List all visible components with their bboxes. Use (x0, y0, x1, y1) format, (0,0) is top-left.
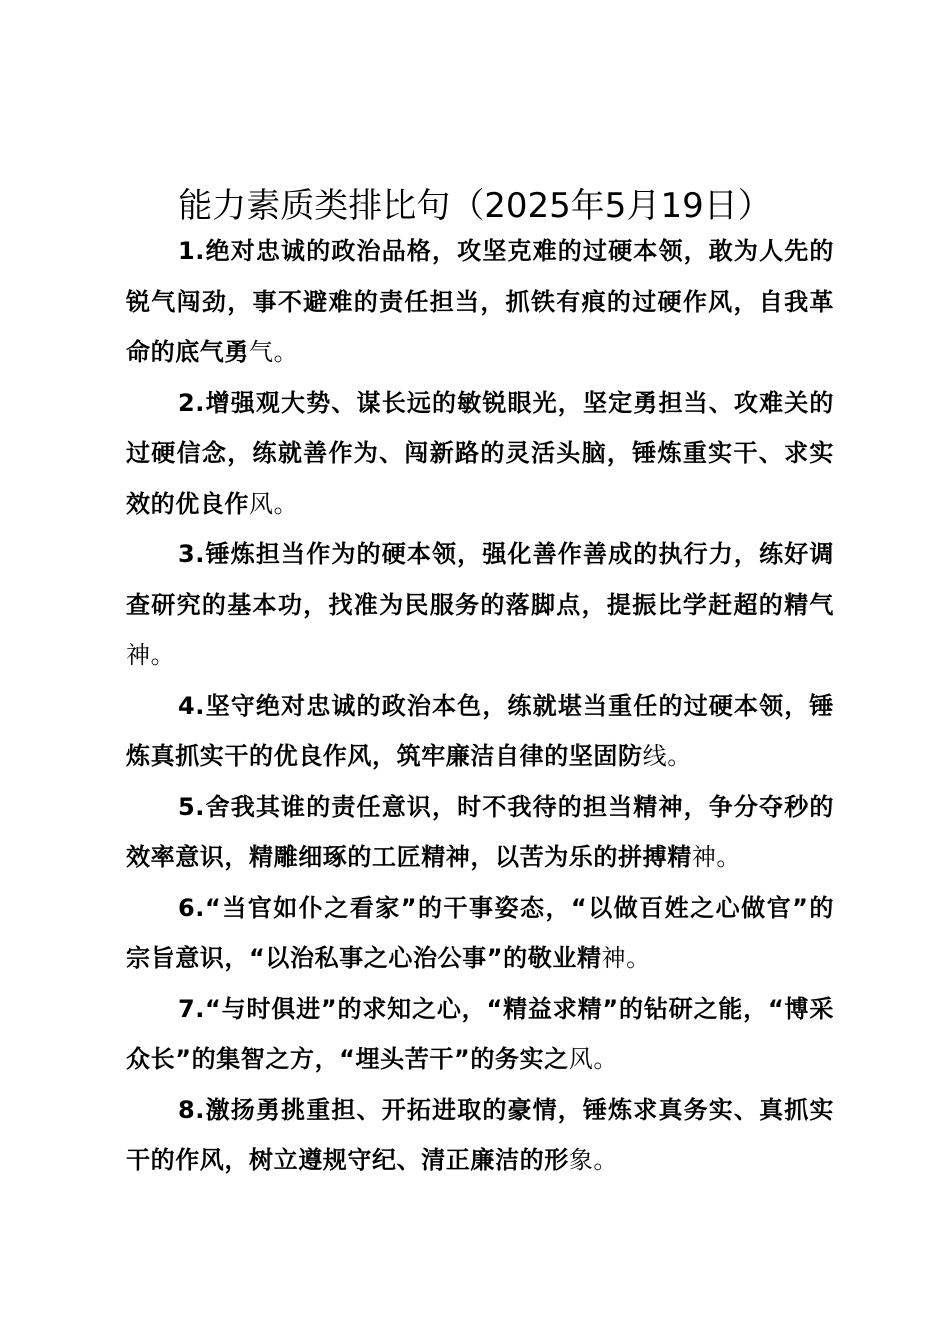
paragraph-2-text: 2.增强观大势、谋长远的敏锐眼光，坚定勇担当、攻难关的过硬信念，练就善作为、闯新路的灵活头脑，锤炼重实干、求实效的优良作 (126, 388, 834, 518)
paragraph-4-text: 4.坚守绝对忠诚的政治本色，练就堪当重任的过硬本领，锤炼真抓实干的优良作风，筑牢廉洁自律的坚固防 (126, 691, 834, 770)
paragraph-2 (126, 378, 834, 530)
paragraph-8-text: 8.激扬勇挑重担、开拓进取的豪情，锤炼求真务实、真抓实干的作风，树立遵规守纪、清正廉洁的形 (126, 1095, 834, 1174)
paragraph-5 (126, 782, 834, 883)
paragraph-7-tail: 风。 (568, 1045, 618, 1073)
paragraph-3-tail: 神。 (126, 641, 176, 669)
paragraph-6-tail: 神。 (601, 944, 651, 972)
paragraph-6-text: 6.“当官如仆之看家”的干事姿态，“以做百姓之心做官”的宗旨意识，“以治私事之心治公事”的敬业精 (126, 893, 834, 972)
paragraph-3-text: 3.锤炼担当作为的硬本领，强化善作善成的执行力，练好调查研究的基本功，找准为民服务的落脚点，提振比学赶超的精气 (126, 540, 834, 619)
paragraph-6 (126, 883, 834, 984)
paragraph-7 (126, 984, 834, 1085)
document-title: 能力素质类排比句（2025年5月19日） (178, 186, 772, 226)
paragraph-2-tail: 风。 (249, 489, 299, 518)
document-body (126, 226, 834, 1186)
paragraph-5-tail: 神。 (691, 843, 742, 871)
paragraph-8-tail: 象。 (568, 1146, 619, 1174)
paragraph-1-tail: 气。 (249, 338, 299, 366)
paragraph-4-tail: 线。 (642, 742, 692, 770)
paragraph-1 (126, 226, 834, 378)
paragraph-8 (126, 1085, 834, 1186)
paragraph-5-text: 5.舍我其谁的责任意识，时不我待的担当精神，争分夺秒的效率意识，精雕细琢的工匠精神，以苦为乐的拼搏精 (126, 792, 834, 871)
paragraph-4 (126, 681, 834, 782)
paragraph-1-text: 1.绝对忠诚的政治品格，攻坚克难的过硬本领，敢为人先的锐气闯劲，事不避难的责任担当，抓铁有痕的过硬作风，自我革命的底气勇 (126, 237, 834, 366)
paragraph-3 (126, 529, 834, 681)
paragraph-7-text: 7.“与时俱进”的求知之心，“精益求精”的钻研之能，“博采众长”的集智之方，“埋头苦干”的务实之 (126, 994, 834, 1073)
